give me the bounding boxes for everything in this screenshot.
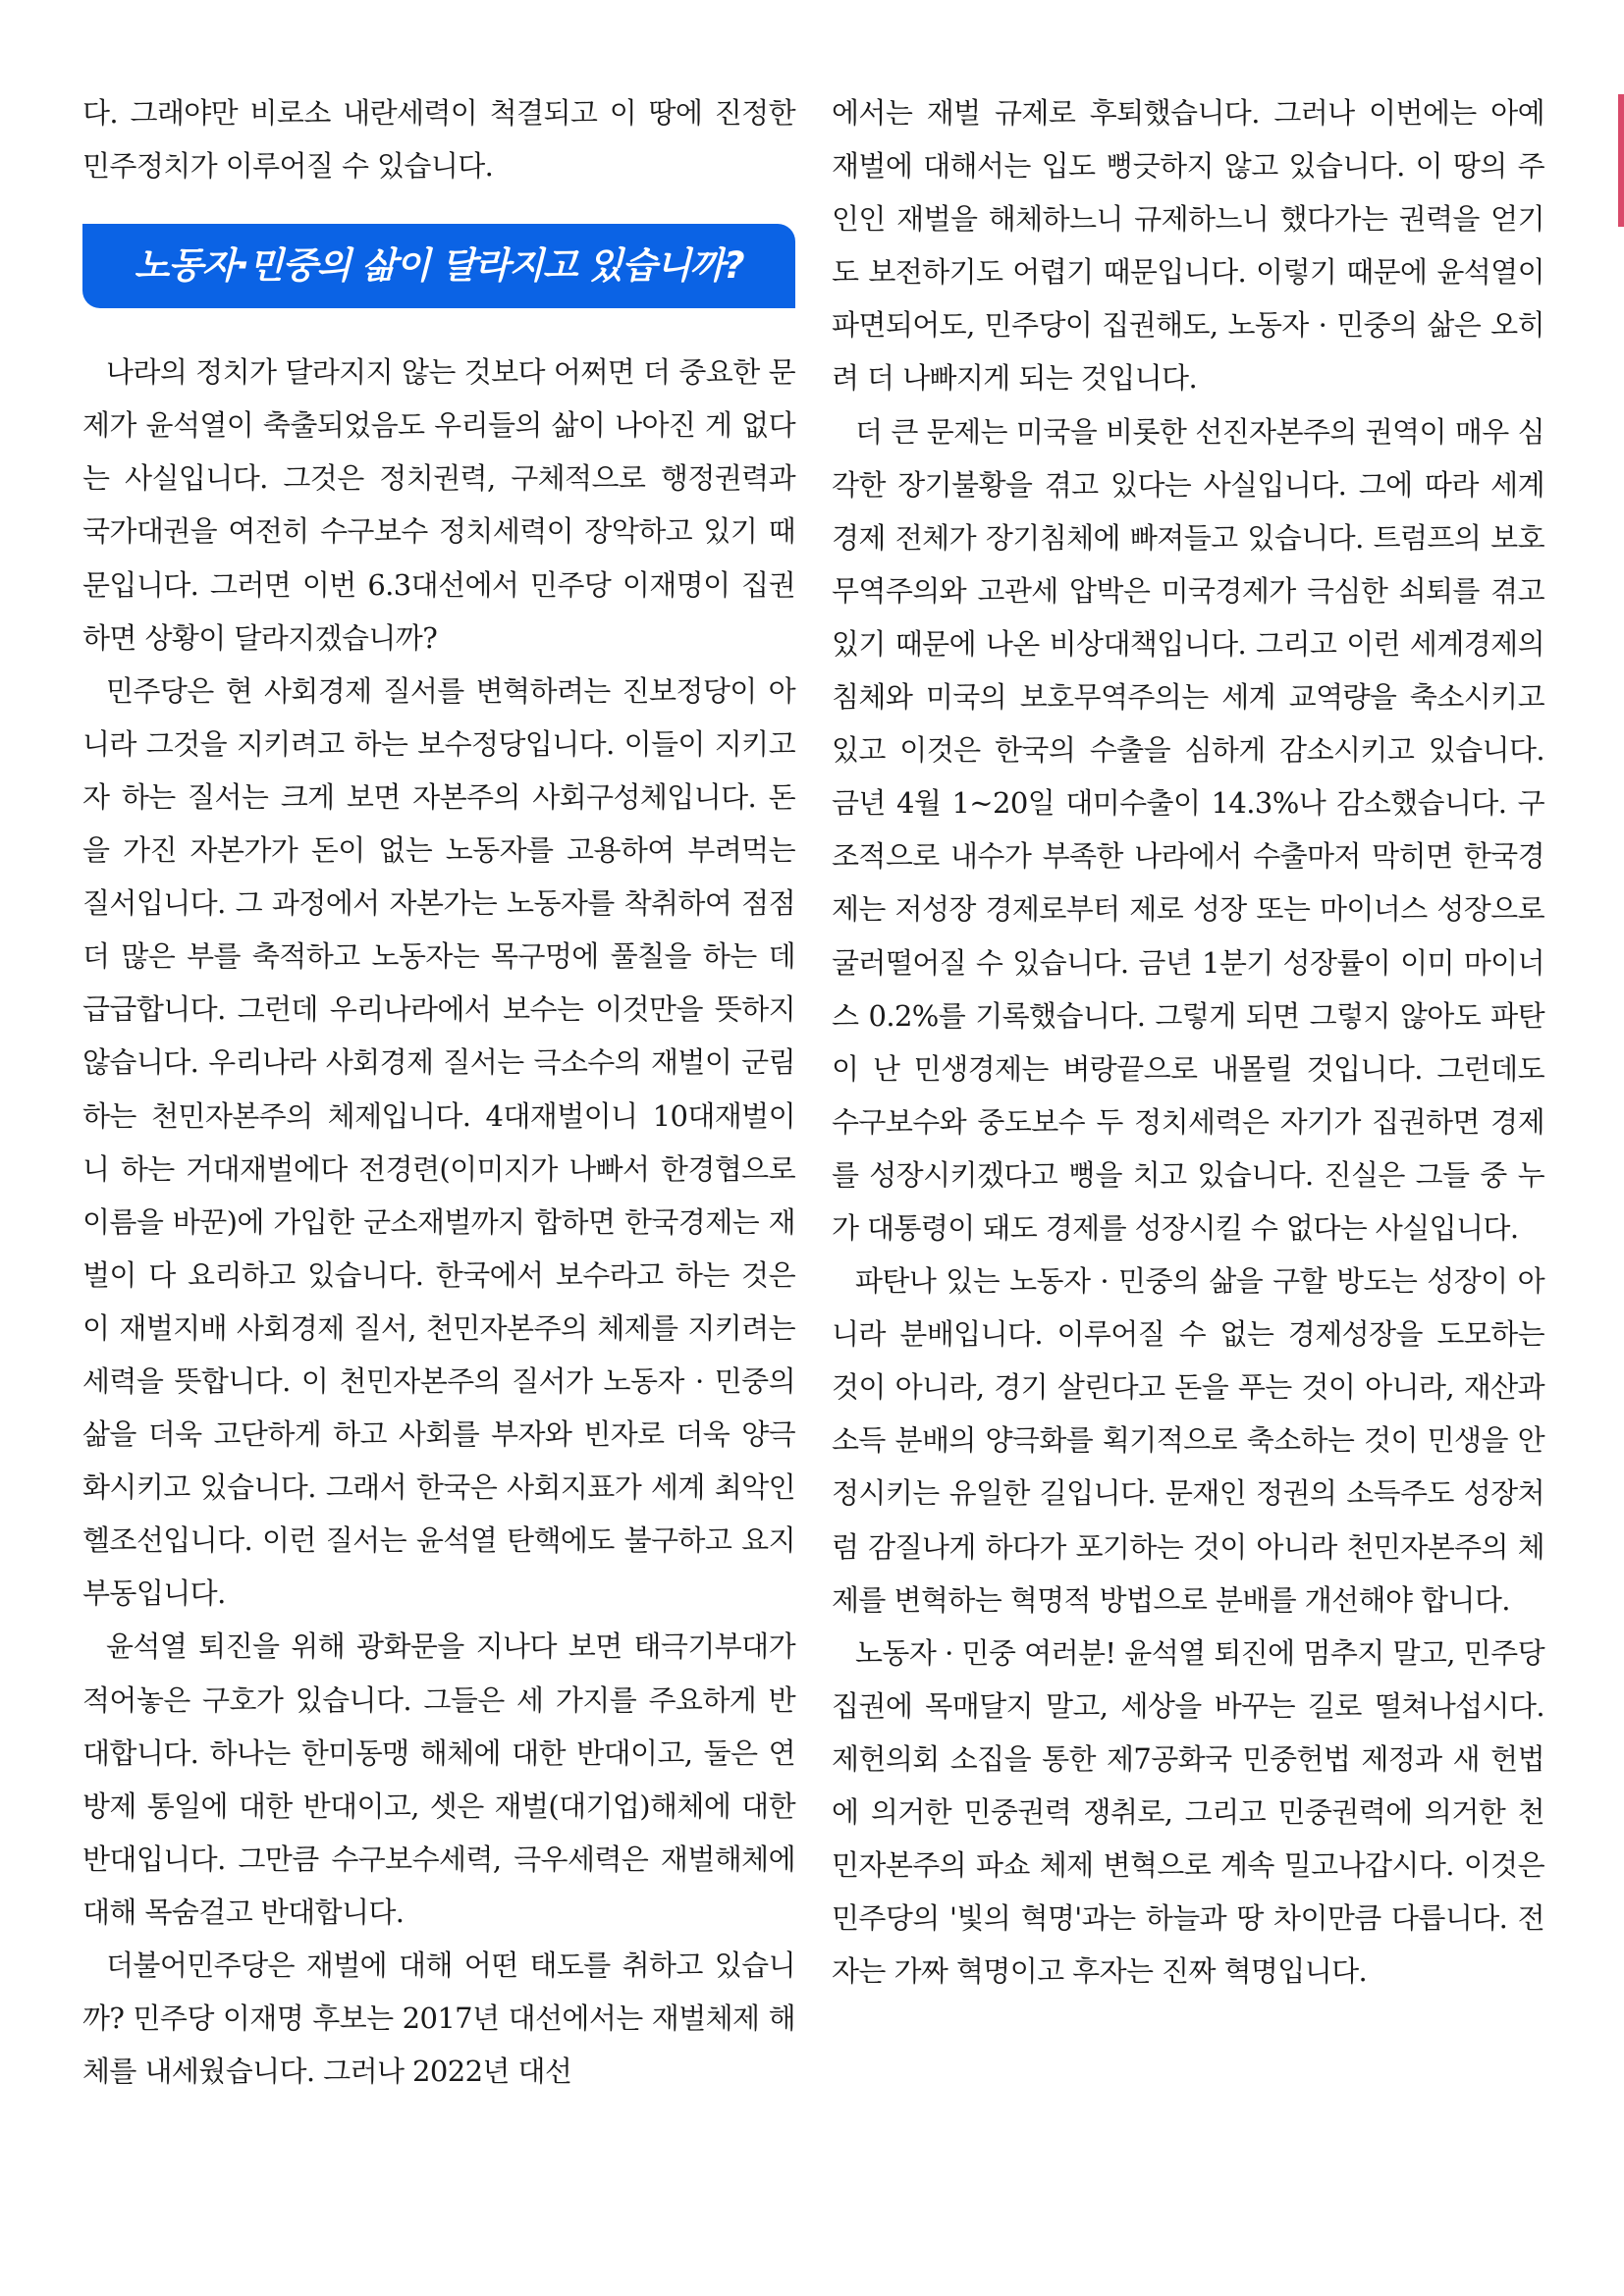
page-edge-tab [1618, 94, 1624, 227]
body-paragraph: 파탄나 있는 노동자 · 민중의 삶을 구할 방도는 성장이 아니라 분배입니다. 이루어질 수 없는 경제성장을 도모하는 것이 아니라, 경기 살린다고 돈을 푸는 것이 아니라, 재산과 소득 분배의 양극화를 획기적으로 축소하는 것이 민생을 안정시키는 유일한 길입니다. 문재인 정권의 소득주도 성장처럼 감질나게 하다가 포기하는 것이 아니라 천민자본주의 체제를 변혁하는 혁명적 방법으로 분배를 개선해야 합니다. [832, 1264, 1544, 1617]
section-headline: 노동자·민중의 삶이 달라지고 있습니까? [134, 244, 744, 288]
body-paragraph: 노동자 · 민중 여러분! 윤석열 퇴진에 멈추지 말고, 민주당 집권에 목매달지 말고, 세상을 바꾸는 길로 떨쳐나섭시다. 제헌의회 소집을 통한 제7공화국 민중헌법 제정과 새 헌법에 의거한 민중권력 쟁취로, 그리고 민중권력에 의거한 천민자본주의 파쇼 체제 변혁으로 계속 밀고나갑시다. 이것은 민주당의 '빛의 혁명'과는 하늘과 땅 차이만큼 다릅니다. 전자는 가짜 혁명이고 후자는 진짜 혁명입니다. [832, 1635, 1544, 1989]
section-headline-banner [82, 224, 795, 308]
body-paragraph: 더불어민주당은 재벌에 대해 어떤 태도를 취하고 있습니까? 민주당 이재명 후보는 2017년 대선에서는 재벌체제 해체를 내세웠습니다. 그러나 2022년 대선 [82, 1949, 795, 2089]
body-paragraph: 윤석열 퇴진을 위해 광화문을 지나다 보면 태극기부대가 적어놓은 구호가 있습니다. 그들은 세 가지를 주요하게 반대합니다. 하나는 한미동맹 해체에 대한 반대이고, 둘은 연방제 통일에 대한 반대이고, 셋은 재벌(대기업)해체에 대한 반대입니다. 그만큼 수구보수세력, 극우세력은 재벌해체에 대해 목숨걸고 반대합니다. [82, 1629, 795, 1929]
left-column [82, 86, 795, 2098]
body-paragraph: 민주당은 현 사회경제 질서를 변혁하려는 진보정당이 아니라 그것을 지키려고 하는 보수정당입니다. 이들이 지키고자 하는 질서는 크게 보면 자본주의 사회구성체입니다. 돈을 가진 자본가가 돈이 없는 노동자를 고용하여 부려먹는 질서입니다. 그 과정에서 자본가는 노동자를 착취하여 점점 더 많은 부를 축적하고 노동자는 목구멍에 풀칠을 하는 데 급급합니다. 그런데 우리나라에서 보수는 이것만을 뜻하지 않습니다. 우리나라 사회경제 질서는 극소수의 재벌이 군림하는 천민자본주의 체제입니다. 4대재벌이니 10대재벌이니 하는 거대재벌에다 전경련(이미지가 나빠서 한경협으로 이름을 바꾼)에 가입한 군소재벌까지 합하면 한국경제는 재벌이 다 요리하고 있습니다. 한국에서 보수라고 하는 것은 이 재벌지배 사회경제 질서, 천민자본주의 체제를 지키려는 세력을 뜻합니다. 이 천민자본주의 질서가 노동자 · 민중의 삶을 더욱 고단하게 하고 사회를 부자와 빈자로 더욱 양극화시키고 있습니다. 그래서 한국은 사회지표가 세계 최악인 헬조선입니다. 이런 질서는 윤석열 탄핵에도 불구하고 요지부동입니다. [82, 673, 795, 1611]
intro-paragraph: 다. 그래야만 비로소 내란세력이 척결되고 이 땅에 진정한 민주정치가 이루어질 수 있습니다. [82, 96, 795, 184]
continuation-paragraph: 에서는 재벌 규제로 후퇴했습니다. 그러나 이번에는 아예 재벌에 대해서는 입도 뻥긋하지 않고 있습니다. 이 땅의 주인인 재벌을 해체하느니 규제하느니 했다가는 권력을 얻기도 보전하기도 어렵기 때문입니다. 이렇기 때문에 윤석열이 파면되어도, 민주당이 집권해도, 노동자 · 민중의 삶은 오히려 더 나빠지게 되는 것입니다. [832, 96, 1544, 396]
body-paragraph: 나라의 정치가 달라지지 않는 것보다 어쩌면 더 중요한 문제가 윤석열이 축출되었음도 우리들의 삶이 나아진 게 없다는 사실입니다. 그것은 정치권력, 구체적으로 행정권력과 국가대권을 여전히 수구보수 정치세력이 장악하고 있기 때문입니다. 그러면 이번 6.3대선에서 민주당 이재명이 집권하면 상황이 달라지겠습니까? [82, 355, 795, 655]
body-paragraph: 더 큰 문제는 미국을 비롯한 선진자본주의 권역이 매우 심각한 장기불황을 겪고 있다는 사실입니다. 그에 따라 세계경제 전체가 장기침체에 빠져들고 있습니다. 트럼프의 보호무역주의와 고관세 압박은 미국경제가 극심한 쇠퇴를 겪고 있기 때문에 나온 비상대책입니다. 그리고 이런 세계경제의 침체와 미국의 보호무역주의는 세계 교역량을 축소시키고 있고 이것은 한국의 수출을 심하게 감소시키고 있습니다. 금년 4월 1~20일 대미수출이 14.3%나 감소했습니다. 구조적으로 내수가 부족한 나라에서 수출마저 막히면 한국경제는 저성장 경제로부터 제로 성장 또는 마이너스 성장으로 굴러떨어질 수 있습니다. 금년 1분기 성장률이 이미 마이너스 0.2%를 기록했습니다. 그렇게 되면 그렇지 않아도 파탄이 난 민생경제는 벼랑끝으로 내몰릴 것입니다. 그런데도 수구보수와 중도보수 두 정치세력은 자기가 집권하면 경제를 성장시키겠다고 뻥을 치고 있습니다. 진실은 그들 중 누가 대통령이 돼도 경제를 성장시킬 수 없다는 사실입니다. [832, 414, 1544, 1245]
right-column [832, 86, 1544, 1998]
